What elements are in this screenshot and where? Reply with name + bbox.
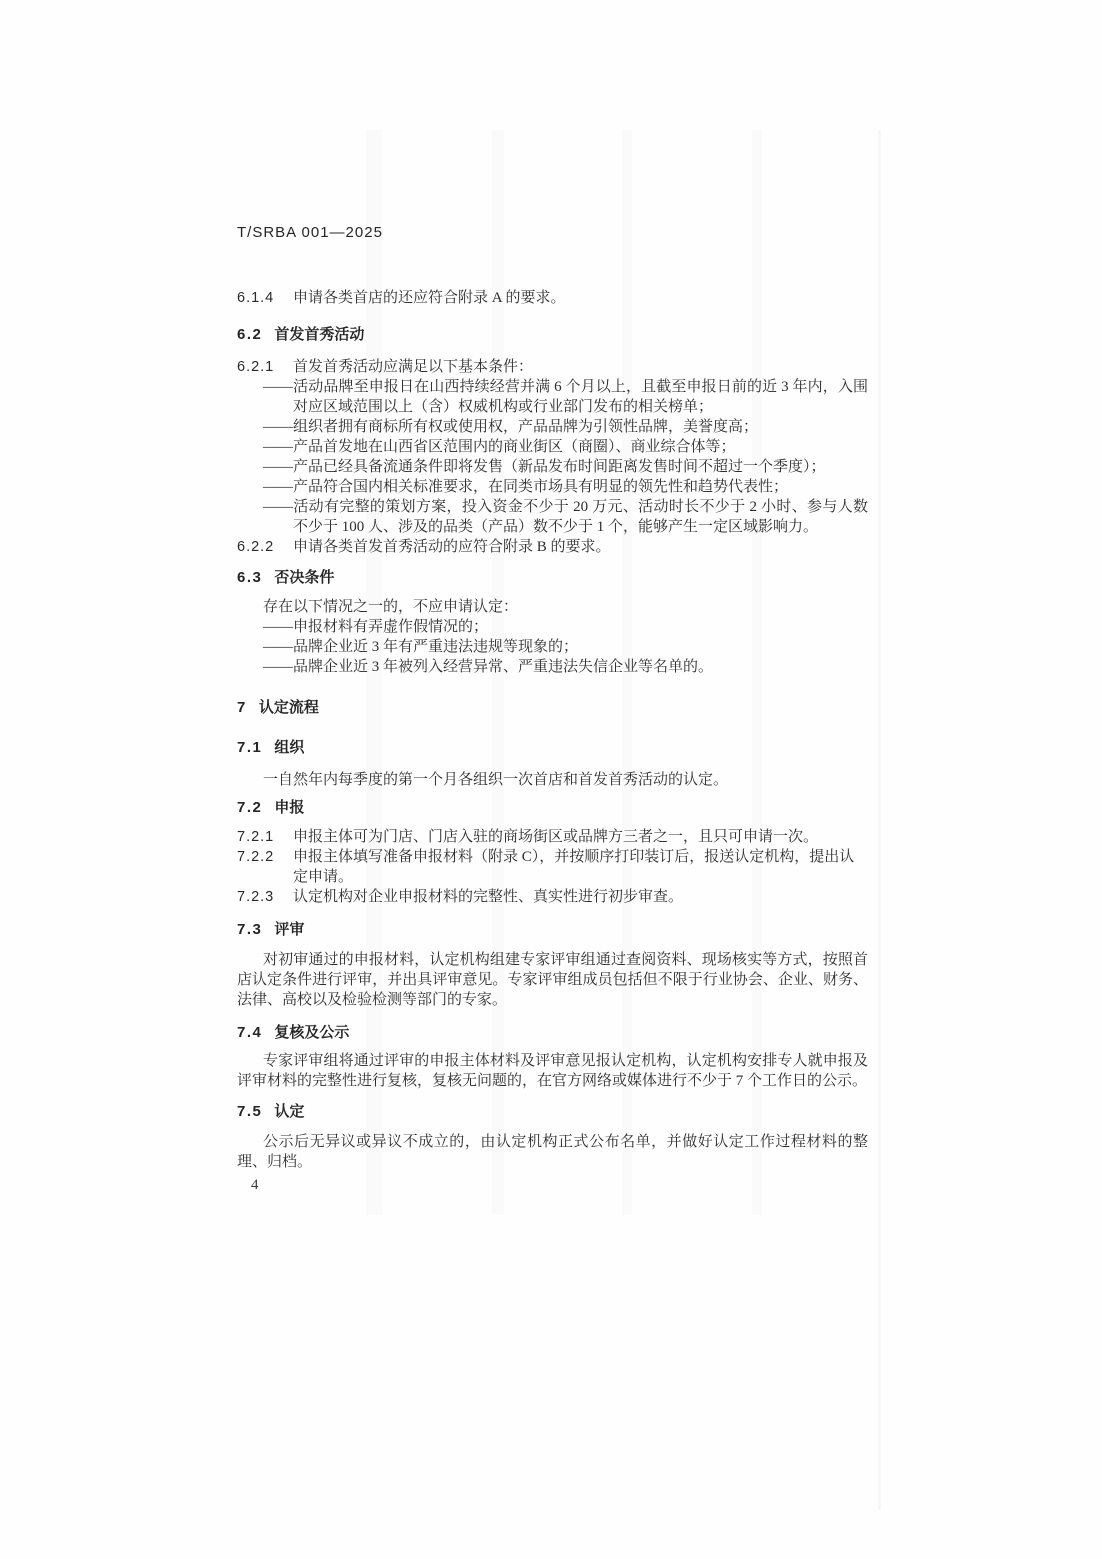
clause-text: 申请各类首店的还应符合附录 A 的要求。: [293, 290, 566, 306]
clause-7-2-3: [237, 887, 868, 907]
dash-text: 活动品牌至申报日在山西持续经营并满 6 个月以上，且截至申报日前的近 3 年内，入围对应区域范围以上（含）权威机构或行业部门发布的相关榜单；: [293, 379, 868, 415]
clause-text: 申报主体可为门店、门店入驻的商场街区或品牌方三者之一，且只可申请一次。: [293, 829, 819, 845]
dash-item: [263, 497, 868, 537]
heading-text: 首发首秀活动: [274, 326, 365, 343]
scan-streak: [878, 130, 881, 1510]
dash-glyph: ——: [263, 459, 293, 475]
heading-text: 否决条件: [274, 569, 335, 586]
dash-item: [263, 417, 868, 437]
heading-number: 6.2: [237, 326, 263, 343]
dash-glyph: ——: [263, 499, 293, 515]
document-body: [237, 288, 868, 1195]
clause-text: 首发首秀活动应满足以下基本条件：: [293, 359, 534, 375]
heading-7-2: [237, 798, 868, 818]
clause-text: 申请各类首发首秀活动的应符合附录 B 的要求。: [293, 539, 611, 555]
heading-text: 复核及公示: [274, 1024, 350, 1041]
clause-number: 7.2.1: [237, 829, 275, 845]
clause-7-2-1: [237, 827, 868, 847]
heading-7: [237, 698, 868, 718]
dash-text: 组织者拥有商标所有权或使用权，产品品牌为引领性品牌，美誉度高；: [293, 419, 759, 435]
paragraph: 专家评审组将通过评审的申报主体材料及评审意见报认定机构，认定机构安排专人就申报及评审材料的完整性进行复核，复核无问题的，在官方网络或媒体进行不少于 7 个工作日的公示。: [237, 1053, 868, 1089]
dash-text: 产品符合国内相关标准要求，在同类市场具有明显的领先性和趋势代表性；: [293, 479, 789, 495]
clause-6-2-2: [237, 537, 868, 557]
dash-item: [263, 377, 868, 417]
heading-6-2: [237, 325, 868, 345]
dash-glyph: ——: [263, 659, 293, 675]
clause-text: 申报主体填写准备申报材料（附录 C），并按顺序打印装订后，报送认定机构，提出认定申请。: [293, 849, 855, 885]
dash-glyph: ——: [263, 419, 293, 435]
heading-number: 7.1: [237, 739, 263, 756]
paragraph: 对初审通过的申报材料，认定机构组建专家评审组通过查阅资料、现场核实等方式，按照首店认定条件进行评审，并出具评审意见。专家评审组成员包括但不限于行业协会、企业、财务、法律、高校以及检验检测等部门的专家。: [237, 952, 868, 1008]
doc-code-header: T/SRBA 001—2025: [237, 224, 383, 241]
page-number: 4: [251, 1177, 259, 1193]
clause-text: 认定机构对企业申报材料的完整性、真实性进行初步审查。: [293, 889, 684, 905]
dash-glyph: ——: [263, 379, 293, 395]
heading-number: 6.3: [237, 569, 263, 586]
dash-glyph: ——: [263, 479, 293, 495]
heading-7-3: [237, 920, 868, 940]
dash-item: [263, 457, 868, 477]
dash-item: [263, 637, 868, 657]
dash-item: [263, 617, 868, 637]
dash-text: 品牌企业近 3 年有严重违法违规等现象的；: [293, 639, 579, 655]
clause-number: 6.2.1: [237, 359, 275, 375]
heading-text: 申报: [274, 799, 305, 816]
paragraph: 存在以下情况之一的，不应申请认定：: [263, 599, 519, 615]
paragraph: 一自然年内每季度的第一个月各组织一次首店和首发首秀活动的认定。: [263, 772, 729, 788]
clause-7-2-2: [237, 847, 868, 887]
dash-glyph: ——: [263, 619, 293, 635]
clause-6-2-1: [237, 357, 868, 377]
dash-glyph: ——: [263, 639, 293, 655]
heading-number: 7.5: [237, 1103, 263, 1120]
dash-glyph: ——: [263, 439, 293, 455]
dash-text: 产品首发地在山西省区范围内的商业街区（商圈）、商业综合体等；: [293, 439, 736, 455]
heading-7-4: [237, 1023, 868, 1043]
dash-text: 活动有完整的策划方案，投入资金不少于 20 万元、活动时长不少于 2 小时、参与人数不少于 100 人、涉及的品类（产品）数不少于 1 个，能够产生一定区域影响力。: [293, 499, 868, 535]
heading-number: 7: [237, 699, 247, 716]
heading-number: 7.3: [237, 921, 263, 938]
heading-text: 认定流程: [258, 699, 319, 716]
heading-number: 7.4: [237, 1024, 263, 1041]
clause-number: 6.1.4: [237, 290, 275, 306]
dash-text: 产品已经具备流通条件即将发售（新品发布时间距离发售时间不超过一个季度）；: [293, 459, 826, 475]
heading-text: 评审: [274, 921, 305, 938]
dash-text: 品牌企业近 3 年被列入经营异常、严重违法失信企业等名单的。: [293, 659, 714, 675]
dash-item: [263, 437, 868, 457]
clause-6-1-4: [237, 288, 868, 308]
paragraph: 公示后无异议或异议不成立的，由认定机构正式公布名单，并做好认定工作过程材料的整理、归档。: [237, 1134, 868, 1170]
clause-number: 7.2.3: [237, 889, 275, 905]
dash-text: 申报材料有弄虚作假情况的；: [293, 619, 489, 635]
dash-item: [263, 477, 868, 497]
dash-item: [263, 657, 868, 677]
heading-number: 7.2: [237, 799, 263, 816]
heading-7-1: [237, 738, 868, 758]
heading-6-3: [237, 568, 868, 588]
heading-text: 认定: [274, 1103, 305, 1120]
clause-number: 7.2.2: [237, 849, 275, 865]
heading-7-5: [237, 1102, 868, 1122]
clause-number: 6.2.2: [237, 539, 275, 555]
heading-text: 组织: [274, 739, 305, 756]
